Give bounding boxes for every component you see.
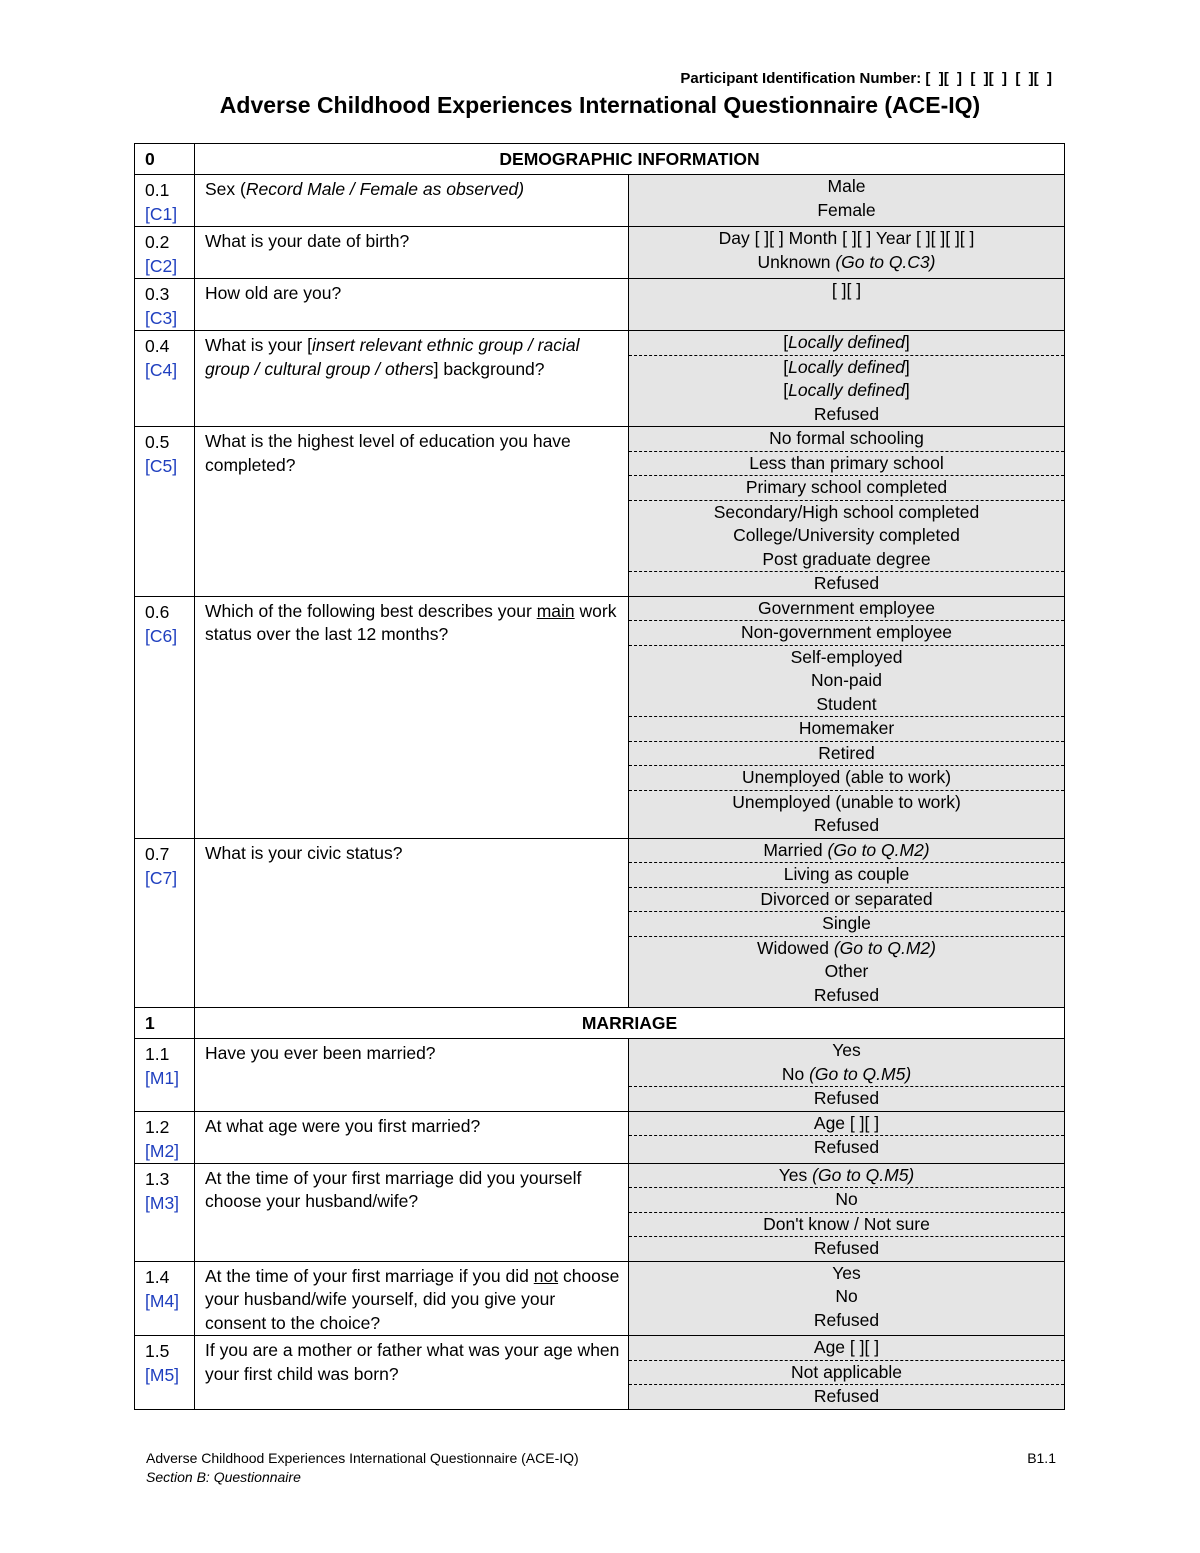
answer-options bbox=[629, 596, 1065, 838]
question-number-cell bbox=[135, 331, 195, 427]
answer-option-text: Refused bbox=[813, 1137, 880, 1157]
section-number: 1 bbox=[135, 1008, 195, 1039]
question-code: [C7] bbox=[145, 867, 178, 888]
answer-option[interactable] bbox=[629, 693, 1064, 718]
answer-option-text: Married bbox=[763, 839, 828, 860]
answer-option-text: Not applicable bbox=[791, 1361, 902, 1382]
answer-options bbox=[629, 1336, 1065, 1410]
answer-options bbox=[629, 427, 1065, 597]
question-row bbox=[135, 279, 1065, 331]
answer-option[interactable] bbox=[629, 1262, 1064, 1286]
question-row bbox=[135, 838, 1065, 1008]
answer-option[interactable] bbox=[629, 888, 1064, 913]
question-number: 1.1 bbox=[145, 1044, 170, 1064]
question-number: 1.3 bbox=[145, 1168, 170, 1189]
question-number: 1.2 bbox=[145, 1116, 170, 1137]
answer-option[interactable] bbox=[629, 912, 1064, 937]
answer-option-text-end: ] bbox=[904, 380, 910, 400]
question-row bbox=[135, 1163, 1065, 1261]
answer-option-text-end: ] bbox=[904, 332, 910, 352]
answer-option[interactable] bbox=[629, 791, 1064, 815]
answer-option-text: Living as couple bbox=[783, 864, 910, 884]
answer-option[interactable] bbox=[629, 501, 1064, 525]
question-number-cell bbox=[135, 227, 195, 279]
answer-options bbox=[629, 279, 1065, 331]
question-row bbox=[135, 596, 1065, 838]
question-number-cell bbox=[135, 279, 195, 331]
question-row bbox=[135, 1039, 1065, 1112]
question-code: [C1] bbox=[145, 204, 178, 224]
answer-option-text: Yes bbox=[778, 1164, 813, 1185]
answer-option[interactable] bbox=[629, 279, 1064, 303]
question-row bbox=[135, 175, 1065, 227]
answer-option[interactable] bbox=[629, 1087, 1064, 1111]
answer-options bbox=[629, 227, 1065, 279]
answer-option-text: College/University completed bbox=[733, 525, 960, 545]
answer-option-text: Secondary/High school completed bbox=[713, 501, 980, 522]
answer-option-text: Divorced or separated bbox=[760, 888, 933, 909]
answer-options bbox=[629, 838, 1065, 1008]
answer-option[interactable] bbox=[629, 597, 1064, 622]
answer-option-text: Refused bbox=[813, 815, 880, 835]
question-text-part: What is your date of birth? bbox=[205, 231, 410, 251]
answer-option[interactable] bbox=[629, 251, 1064, 275]
answer-option-text: No bbox=[835, 1286, 858, 1306]
question-number-cell bbox=[135, 596, 195, 838]
answer-option-text: [ bbox=[783, 380, 789, 400]
question-row bbox=[135, 1261, 1065, 1336]
answer-option[interactable] bbox=[629, 1112, 1064, 1137]
question-text bbox=[195, 427, 629, 597]
answer-option[interactable] bbox=[629, 1063, 1064, 1088]
question-code: [C2] bbox=[145, 256, 178, 276]
answer-option[interactable] bbox=[629, 199, 1064, 223]
answer-option-text: Female bbox=[817, 199, 876, 220]
question-text bbox=[195, 838, 629, 1008]
question-number: 1.4 bbox=[145, 1266, 170, 1287]
answer-option-text: Refused bbox=[813, 1088, 880, 1108]
section-title: MARRIAGE bbox=[195, 1008, 1065, 1039]
answer-option-instruction: Locally defined bbox=[788, 356, 905, 377]
answer-options bbox=[629, 1261, 1065, 1336]
footer-page-number: B1.1 bbox=[1027, 1450, 1056, 1466]
answer-option-text: Student bbox=[816, 693, 877, 714]
answer-option[interactable] bbox=[629, 621, 1064, 646]
answer-option[interactable] bbox=[629, 814, 1064, 838]
answer-option[interactable] bbox=[629, 1213, 1064, 1238]
question-text-part: not bbox=[533, 1265, 559, 1286]
question-code: [C5] bbox=[145, 456, 178, 476]
question-code: [M3] bbox=[145, 1192, 180, 1213]
answer-option[interactable] bbox=[629, 403, 1064, 427]
question-number: 0.7 bbox=[145, 843, 170, 864]
answer-option-text: Male bbox=[827, 176, 866, 196]
question-text-part: How old are you? bbox=[205, 283, 342, 303]
answer-option[interactable] bbox=[629, 476, 1064, 501]
answer-option-text: Widowed bbox=[757, 937, 834, 958]
question-text bbox=[195, 175, 629, 227]
question-text-part: At the time of your first marriage did you yourself choose your husband/wife? bbox=[205, 1167, 582, 1211]
questionnaire-table bbox=[134, 143, 1065, 1410]
question-row bbox=[135, 1336, 1065, 1410]
answer-options bbox=[629, 1111, 1065, 1163]
question-text-part: Which of the following best describes your bbox=[205, 600, 537, 621]
answer-options bbox=[629, 175, 1065, 227]
answer-option[interactable] bbox=[629, 1136, 1064, 1160]
question-row bbox=[135, 331, 1065, 427]
question-number: 0.6 bbox=[145, 601, 170, 622]
answer-option-text-end: ] bbox=[904, 356, 910, 377]
answer-option-text: Refused bbox=[813, 1309, 880, 1330]
answer-option[interactable] bbox=[629, 669, 1064, 693]
answer-option[interactable] bbox=[629, 331, 1064, 356]
answer-options bbox=[629, 331, 1065, 427]
answer-option[interactable] bbox=[629, 937, 1064, 961]
answer-option-text: Refused bbox=[813, 984, 880, 1005]
question-number-cell bbox=[135, 1336, 195, 1410]
question-text-part: Have you ever been married? bbox=[205, 1043, 436, 1063]
answer-option-text: Refused bbox=[813, 573, 880, 593]
answer-option-text: [ bbox=[783, 332, 789, 352]
question-number-cell bbox=[135, 1163, 195, 1261]
question-code: [M5] bbox=[145, 1365, 180, 1385]
answer-option[interactable] bbox=[629, 379, 1064, 403]
question-text-part: Sex ( bbox=[205, 179, 246, 199]
question-text bbox=[195, 596, 629, 838]
question-number-cell bbox=[135, 1261, 195, 1336]
question-number: 0.5 bbox=[145, 432, 170, 452]
section-title: DEMOGRAPHIC INFORMATION bbox=[195, 144, 1065, 175]
answer-option-text: [ bbox=[783, 356, 789, 377]
section-header-row bbox=[135, 144, 1065, 175]
answer-option-text: Non-paid bbox=[810, 670, 883, 690]
question-text-part: What is your civic status? bbox=[205, 842, 403, 863]
answer-option[interactable] bbox=[629, 1336, 1064, 1361]
participant-id-number: Participant Identification Number: [ ][ ] [ ][ ] [ ][ ] bbox=[680, 70, 1052, 87]
answer-option-instruction: (Go to Q.M5) bbox=[812, 1164, 915, 1185]
question-code: [M1] bbox=[145, 1068, 180, 1088]
question-text bbox=[195, 1163, 629, 1261]
answer-option-text: No bbox=[781, 1063, 810, 1084]
answer-option-text: Self-employed bbox=[790, 646, 903, 667]
question-code: [M2] bbox=[145, 1140, 180, 1161]
question-text bbox=[195, 1336, 629, 1410]
footer-section: Section B: Questionnaire bbox=[146, 1469, 301, 1485]
answer-option[interactable] bbox=[629, 1188, 1064, 1213]
answer-option-text: Primary school completed bbox=[745, 477, 948, 497]
question-number: 0.3 bbox=[145, 284, 170, 304]
answer-option[interactable] bbox=[629, 839, 1064, 864]
question-text bbox=[195, 331, 629, 427]
answer-option[interactable] bbox=[629, 1385, 1064, 1409]
section-number: 0 bbox=[135, 144, 195, 175]
question-text bbox=[195, 279, 629, 331]
answer-option[interactable] bbox=[629, 717, 1064, 742]
question-text-part: If you are a mother or father what was your age when your first child was born? bbox=[205, 1340, 620, 1384]
question-number-cell bbox=[135, 838, 195, 1008]
answer-option-text: Unknown bbox=[757, 251, 836, 272]
answer-option[interactable] bbox=[629, 524, 1064, 548]
answer-option[interactable] bbox=[629, 1361, 1064, 1386]
question-text-part: What is the highest level of education you have completed? bbox=[205, 431, 571, 475]
question-number-cell bbox=[135, 427, 195, 597]
question-number: 0.2 bbox=[145, 232, 170, 252]
footer-title: Adverse Childhood Experiences International Questionnaire (ACE-IQ) bbox=[146, 1450, 579, 1466]
answer-option-text: Post graduate degree bbox=[762, 548, 931, 569]
answer-option[interactable] bbox=[629, 742, 1064, 767]
question-number: 0.4 bbox=[145, 336, 170, 356]
answer-option[interactable] bbox=[629, 548, 1064, 573]
question-text-part: Record Male / Female as observed) bbox=[245, 179, 525, 199]
question-number: 1.5 bbox=[145, 1341, 170, 1361]
answer-option[interactable] bbox=[629, 1164, 1064, 1189]
answer-option[interactable] bbox=[629, 427, 1064, 452]
answer-option-instruction: (Go to Q.M5) bbox=[809, 1063, 912, 1084]
question-text-part: What is your [ bbox=[205, 335, 312, 355]
question-text-part: insert relevant ethnic group / racial group / cultural group / others bbox=[205, 335, 580, 379]
answer-option-text: Other bbox=[824, 961, 869, 981]
answer-option[interactable] bbox=[629, 572, 1064, 596]
answer-option-instruction: (Go to Q.M2) bbox=[827, 839, 930, 860]
answer-option[interactable] bbox=[629, 646, 1064, 670]
answer-option-text: [ ][ ] bbox=[831, 280, 862, 300]
answer-option-text: Refused bbox=[813, 1386, 880, 1406]
question-row bbox=[135, 227, 1065, 279]
answer-option[interactable] bbox=[629, 766, 1064, 791]
question-row bbox=[135, 1111, 1065, 1163]
question-text bbox=[195, 1261, 629, 1336]
question-number-cell bbox=[135, 1039, 195, 1112]
question-text-part: ] background? bbox=[433, 358, 545, 379]
answer-option-text: Don't know / Not sure bbox=[763, 1213, 930, 1234]
answer-options bbox=[629, 1039, 1065, 1112]
answer-option[interactable] bbox=[629, 227, 1064, 251]
answer-option-text: Refused bbox=[813, 1238, 880, 1258]
answer-option[interactable] bbox=[629, 1285, 1064, 1309]
page-title: Adverse Childhood Experiences International Questionnaire (ACE-IQ) bbox=[219, 92, 981, 118]
answer-option[interactable] bbox=[629, 1039, 1064, 1063]
question-text-part: work status over the last 12 months? bbox=[205, 600, 617, 644]
answer-option-text: Government employee bbox=[757, 597, 936, 618]
answer-option-text: Refused bbox=[813, 403, 880, 424]
question-number-cell bbox=[135, 175, 195, 227]
answer-option-text: Unemployed (unable to work) bbox=[732, 791, 961, 812]
answer-option-text: Less than primary school bbox=[749, 452, 944, 473]
question-code: [M4] bbox=[145, 1290, 180, 1311]
answer-option-instruction: (Go to Q.M2) bbox=[833, 937, 936, 958]
question-row bbox=[135, 427, 1065, 597]
answer-option-instruction: (Go to Q.C3) bbox=[835, 251, 936, 272]
answer-option-text: Yes bbox=[832, 1040, 861, 1060]
question-text-part: At what age were you first married? bbox=[205, 1115, 481, 1136]
answer-option[interactable] bbox=[629, 1309, 1064, 1333]
question-code: [C6] bbox=[145, 625, 178, 646]
answer-option[interactable] bbox=[629, 356, 1064, 380]
answer-option-text: Age [ ][ ] bbox=[813, 1337, 880, 1357]
answer-option-text: Day [ ][ ] Month [ ][ ] Year [ ][ ][ ][ ] bbox=[718, 228, 975, 248]
answer-option-text: Non-government employee bbox=[740, 622, 953, 642]
answer-option-text: Homemaker bbox=[798, 718, 895, 738]
question-number-cell bbox=[135, 1111, 195, 1163]
answer-option[interactable] bbox=[629, 175, 1064, 199]
section-header-row bbox=[135, 1008, 1065, 1039]
question-text bbox=[195, 1039, 629, 1112]
question-number: 0.1 bbox=[145, 180, 170, 200]
answer-option-instruction: Locally defined bbox=[788, 332, 905, 352]
question-text-part: At the time of your first marriage if you did bbox=[205, 1265, 534, 1286]
answer-options bbox=[629, 1163, 1065, 1261]
answer-option-text: Unemployed (able to work) bbox=[741, 767, 952, 787]
question-code: [C4] bbox=[145, 360, 178, 380]
answer-option-text: Yes bbox=[832, 1262, 861, 1283]
answer-option[interactable] bbox=[629, 452, 1064, 477]
question-text bbox=[195, 227, 629, 279]
answer-option-text: Retired bbox=[818, 742, 875, 763]
answer-option[interactable] bbox=[629, 863, 1064, 888]
question-text-part: choose your husband/wife yourself, did you give your consent to the choice? bbox=[205, 1265, 620, 1333]
answer-option[interactable] bbox=[629, 1237, 1064, 1261]
answer-option-text: No formal schooling bbox=[769, 428, 924, 448]
answer-option-instruction: Locally defined bbox=[788, 380, 905, 400]
question-text-part: main bbox=[536, 600, 575, 621]
answer-option-text: Age [ ][ ] bbox=[813, 1112, 880, 1133]
answer-option-text: Single bbox=[822, 913, 871, 933]
answer-option[interactable] bbox=[629, 960, 1064, 984]
question-code: [C3] bbox=[145, 308, 178, 328]
answer-option-text: No bbox=[835, 1189, 858, 1209]
question-text bbox=[195, 1111, 629, 1163]
answer-option[interactable] bbox=[629, 984, 1064, 1008]
